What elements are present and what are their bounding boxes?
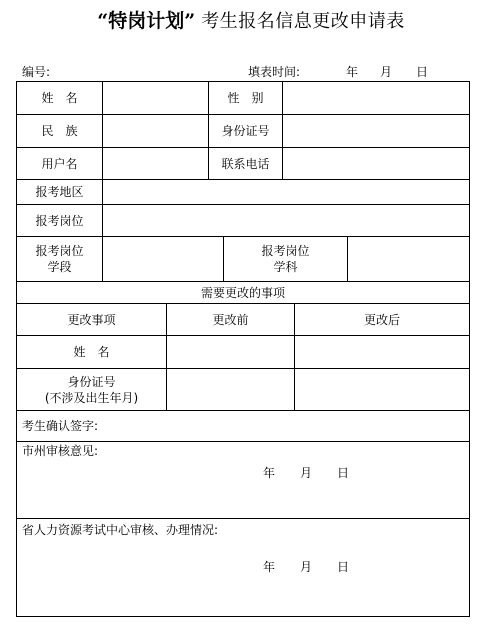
city-review-label: 市州审核意见: — [22, 444, 99, 458]
serial-label: 编号: — [22, 65, 51, 79]
post-subject-line1: 报考岗位 — [261, 244, 310, 258]
name-field[interactable] — [103, 82, 208, 114]
col-after: 更改后 — [363, 312, 400, 327]
label-gender: 性别 — [227, 91, 276, 105]
id-after-field[interactable] — [295, 369, 469, 410]
id-number-field[interactable] — [283, 115, 469, 147]
meta-year: 年 — [346, 65, 359, 79]
city-review-date — [263, 464, 374, 481]
province-review-label: 省人力资源考试中心审核、办理情况: — [22, 523, 219, 537]
province-date-day: 日 — [337, 560, 350, 574]
label-ethnicity: 民族 — [41, 124, 90, 138]
label-id-number: 身份证号 — [221, 124, 270, 138]
province-review-date — [263, 558, 374, 575]
change-id-line2: (不涉及出生年月) — [44, 390, 139, 405]
label-post-subject — [224, 237, 347, 281]
application-form — [16, 81, 470, 617]
col-change-item: 更改事项 — [67, 312, 116, 327]
title-quoted: “特岗计划” — [97, 10, 196, 32]
label-apply-post: 报考岗位 — [35, 213, 84, 228]
label-phone: 联系电话 — [221, 156, 270, 171]
post-stage-field[interactable] — [103, 237, 223, 281]
phone-field[interactable] — [283, 148, 469, 179]
form-title — [0, 6, 502, 34]
gender-field[interactable] — [283, 82, 469, 114]
label-apply-region: 报考地区 — [35, 185, 84, 199]
title-rest: 考生报名信息更改申请表 — [201, 11, 405, 32]
col-before: 更改前 — [212, 312, 249, 327]
change-id-label — [17, 369, 166, 410]
label-post-stage — [17, 237, 102, 281]
city-date-day: 日 — [337, 466, 350, 480]
filled-time-label: 填表时间: — [248, 65, 301, 79]
city-date-month: 月 — [300, 466, 313, 480]
changes-header: 需要更改的事项 — [200, 285, 285, 300]
post-stage-line1: 报考岗位 — [35, 244, 84, 258]
post-subject-field[interactable] — [348, 237, 469, 281]
province-date-year: 年 — [263, 560, 276, 574]
username-field[interactable] — [103, 148, 208, 179]
label-username: 用户名 — [41, 156, 78, 171]
change-name-label: 姓名 — [73, 345, 122, 359]
signature-label: 考生确认签字: — [22, 419, 99, 433]
name-before-field[interactable] — [167, 336, 294, 368]
id-before-field[interactable] — [167, 369, 294, 410]
name-after-field[interactable] — [295, 336, 469, 368]
post-subject-line2: 学科 — [273, 260, 298, 274]
ethnicity-field[interactable] — [103, 115, 208, 147]
meta-month: 月 — [380, 65, 393, 79]
apply-region-field[interactable] — [103, 180, 469, 204]
change-id-line1: 身份证号 — [67, 374, 116, 389]
meta-day: 日 — [416, 65, 429, 79]
province-date-month: 月 — [300, 560, 313, 574]
apply-post-field[interactable] — [103, 205, 469, 236]
city-date-year: 年 — [263, 466, 276, 480]
post-stage-line2: 学段 — [47, 260, 72, 274]
label-name: 姓名 — [41, 91, 90, 105]
